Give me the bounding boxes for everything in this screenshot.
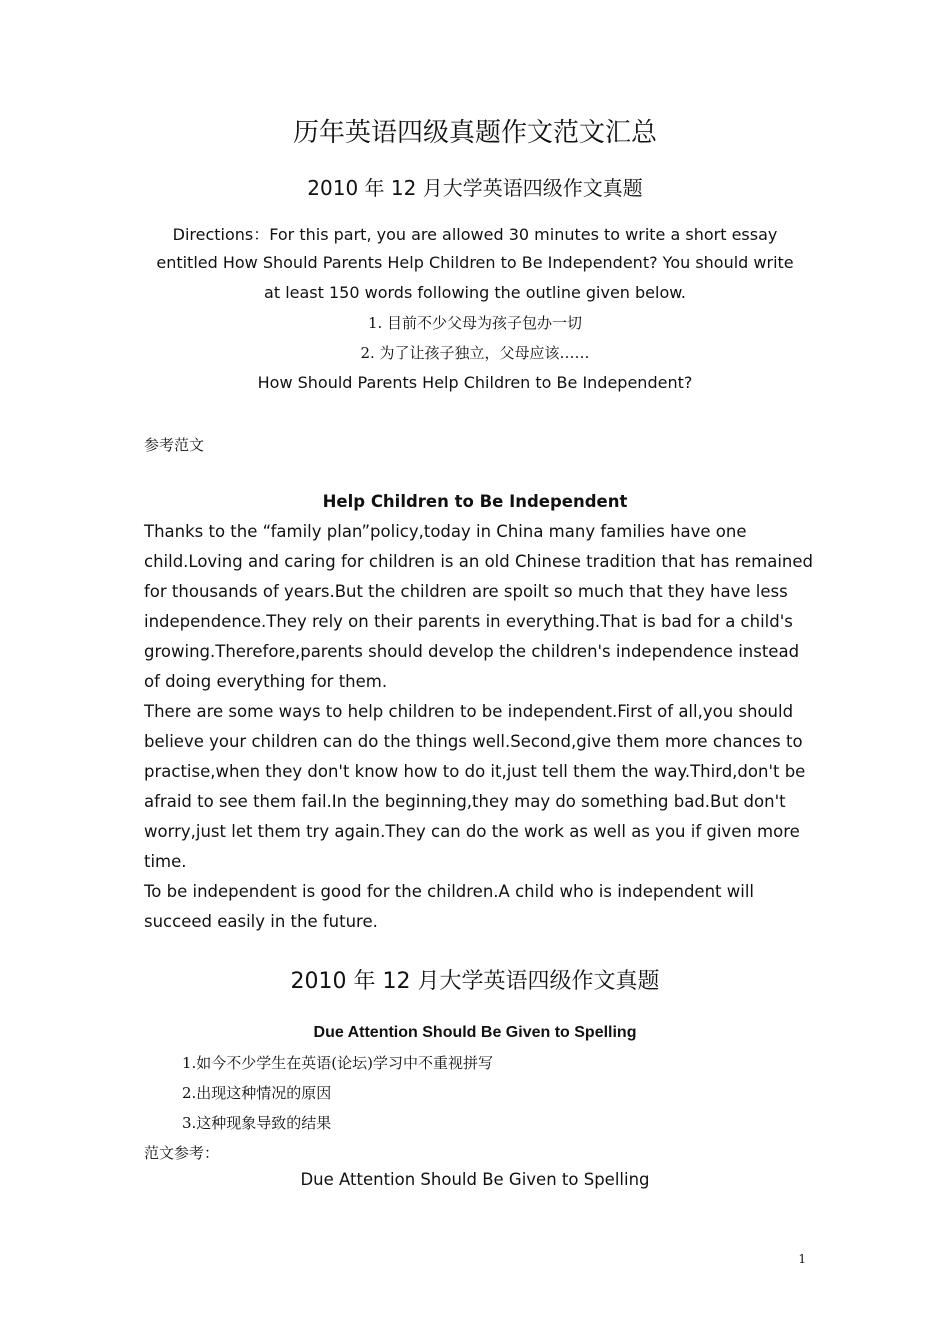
essay2-title: Due Attention Should Be Given to Spelling bbox=[300, 1170, 650, 1189]
page-number: 1 bbox=[798, 1252, 806, 1266]
sample-label: 参考范文 bbox=[144, 436, 205, 454]
essay-line: To be independent is good for the children.A child who is independent will bbox=[144, 882, 755, 901]
essay-title: Help Children to Be Independent bbox=[322, 492, 628, 511]
prompt-title: How Should Parents Help Children to Be Independent? bbox=[257, 373, 693, 392]
essay-line: for thousands of years.But the children are spoilt so much that they have less bbox=[144, 582, 788, 601]
essay-line: worry,just let them try again.They can do the work as well as you if given more bbox=[144, 822, 800, 841]
directions-line: at least 150 words following the outline given below. bbox=[264, 283, 686, 302]
outline-item: 1. 目前不少父母为孩子包办一切 bbox=[367, 314, 583, 332]
directions-line: Directions：For this part, you are allowed 30 minutes to write a short essay bbox=[172, 225, 778, 244]
outline-item: 3.这种现象导致的结果 bbox=[182, 1114, 332, 1132]
essay-line: growing.Therefore,parents should develop the children's independence instead bbox=[144, 642, 800, 661]
essay-line: There are some ways to help children to be independent.First of all,you should bbox=[144, 702, 794, 721]
document-title: 历年英语四级真题作文范文汇总 bbox=[292, 118, 657, 148]
essay-line: afraid to see them fail.In the beginning,they may do something bad.But don't bbox=[144, 792, 786, 811]
exam2-heading: 2010 年 12 月大学英语四级作文真题 bbox=[290, 969, 660, 994]
essay-line: child.Loving and caring for children is an old Chinese tradition that has remained bbox=[144, 552, 813, 571]
essay-line: of doing everything for them. bbox=[144, 672, 388, 691]
essay-line: succeed easily in the future. bbox=[144, 912, 378, 931]
outline-item: 2.出现这种情况的原因 bbox=[182, 1084, 332, 1102]
essay-line: believe your children can do the things well.Second,give them more chances to bbox=[144, 732, 803, 751]
essay2-heading: Due Attention Should Be Given to Spelling bbox=[313, 1024, 637, 1041]
essay-line: practise,when they don't know how to do it,just tell them the way.Third,don't be bbox=[144, 762, 806, 781]
essay-line: independence.They rely on their parents in everything.That is bad for a child's bbox=[144, 612, 793, 631]
outline-item: 1.如今不少学生在英语(论坛)学习中不重视拼写 bbox=[182, 1054, 494, 1072]
outline-item: 2. 为了让孩子独立，父母应该…… bbox=[360, 344, 590, 362]
directions-line: entitled How Should Parents Help Children to Be Independent? You should write bbox=[156, 253, 794, 272]
exam1-heading: 2010 年 12 月大学英语四级作文真题 bbox=[307, 176, 643, 200]
essay-line: time. bbox=[144, 852, 187, 871]
essay-line: Thanks to the “family plan”policy,today in China many families have one bbox=[144, 522, 747, 541]
sample-label: 范文参考： bbox=[144, 1144, 220, 1162]
